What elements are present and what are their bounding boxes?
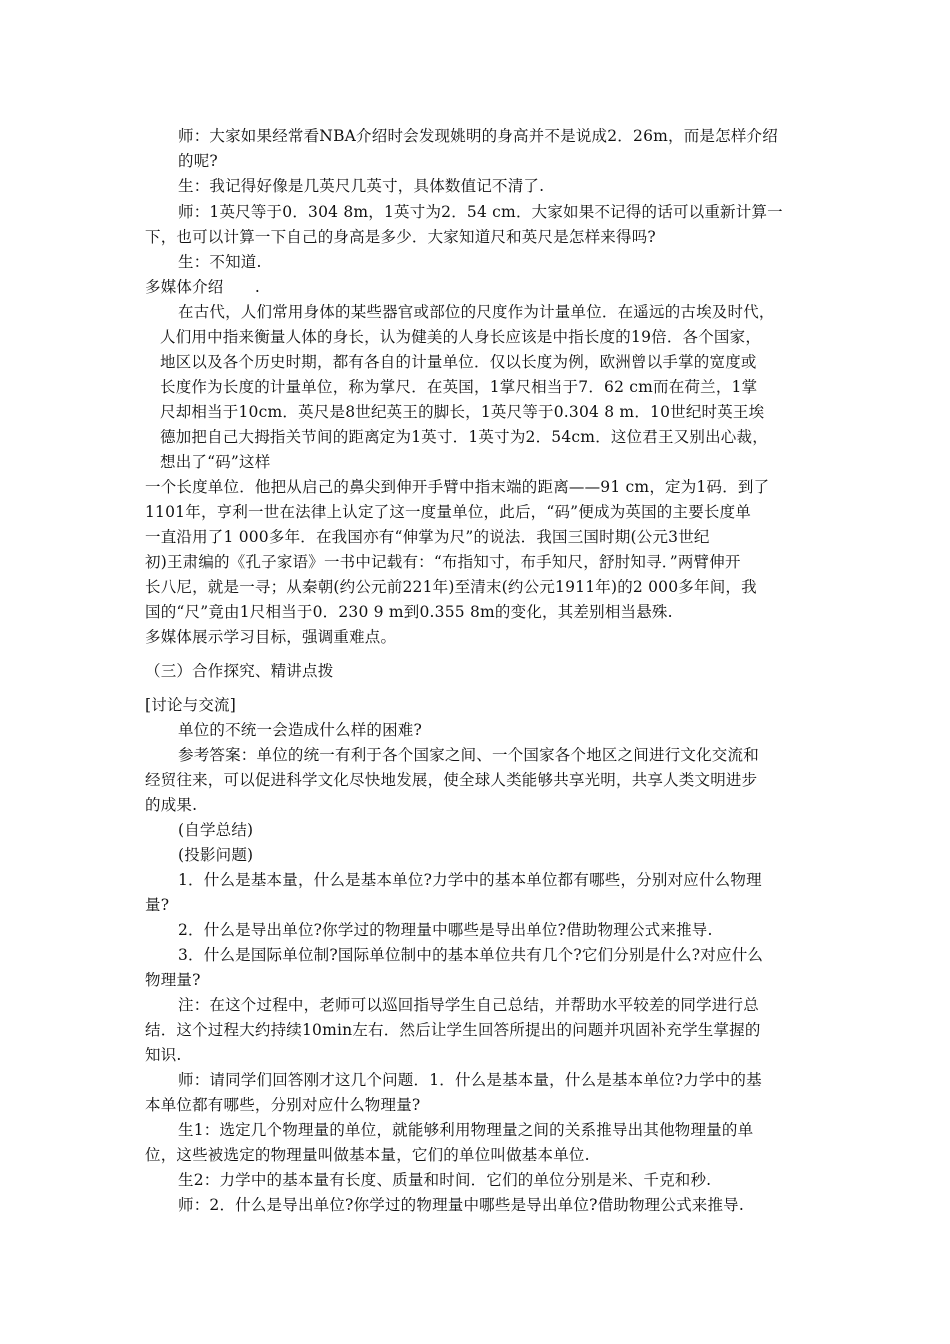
text-line: (自学总结)	[178, 821, 254, 839]
text-line: 师：1英尺等于0．304 8m，1英寸为2．54 cm．大家如果不记得的话可以重新计算一	[178, 203, 783, 221]
subsection-heading: [讨论与交流]	[145, 696, 236, 714]
text-line: 国的“尺”竟由1尺相当于0．230 9 m到0.355 8m的变化，其差别相当悬殊.	[145, 603, 673, 621]
text-line: 生2：力学中的基本量有长度、质量和时间．它们的单位分别是米、千克和秒.	[178, 1171, 712, 1189]
text-line: 德加把自己大拇指关节间的距离定为1英寸．1英寸为2．54cm．这位君王又别出心裁，	[160, 428, 768, 446]
text-line: 经贸往来，可以促进科学文化尽快地发展，使全球人类能够共享光明，共享人类文明进步	[145, 771, 758, 789]
text-line: 想出了“码”这样	[160, 453, 271, 471]
text-line: 长八尼，就是一寻；从秦朝(约公元前221年)至清末(约公元1911年)的2 000多年间，我	[145, 578, 757, 596]
section-heading: （三）合作探究、精讲点拨	[145, 662, 334, 680]
text-line: 量?	[145, 896, 170, 914]
text-line: 多媒体展示学习目标，强调重难点。	[145, 628, 397, 646]
text-line: 初)王肃编的《孔子家语》一书中记载有：“布指知寸，布手知尺，舒肘知寻．”两臂伸开	[145, 553, 741, 571]
text-line: 尺却相当于10cm．英尺是8世纪英王的脚长，1英尺等于0.304 8 m．10世纪时英王埃	[160, 403, 765, 421]
text-line: 注：在这个过程中，老师可以巡回指导学生自己总结，并帮助水平较差的同学进行总	[178, 996, 759, 1014]
text-line: 人们用中指来衡量人体的身长，认为健美的人身长应该是中指长度的19倍．各个国家，	[160, 328, 762, 346]
text-line: 长度作为长度的计量单位，称为掌尺．在英国，1掌尺相当于7．62 cm而在荷兰，1掌	[160, 378, 758, 396]
text-line: 地区以及各个历史时期，都有各自的计量单位．仅以长度为例，欧洲曾以手掌的宽度或	[160, 353, 757, 371]
text-line: 1101年，亨利一世在法律上认定了这一度量单位，此后，“码”便成为英国的主要长度单	[145, 503, 751, 521]
text-line: 下，也可以计算一下自己的身高是多少．大家知道尺和英尺是怎样来得吗?	[145, 228, 656, 246]
text-line: 物理量?	[145, 971, 201, 989]
text-line: 知识.	[145, 1046, 182, 1064]
text-line: 师：大家如果经常看NBA介绍时会发现姚明的身高并不是说成2．26m，而是怎样介绍	[178, 127, 778, 145]
text-line: 2．什么是导出单位?你学过的物理量中哪些是导出单位?借助物理公式来推导.	[178, 921, 713, 939]
text-line: 的呢?	[178, 152, 218, 170]
text-line: 1．什么是基本量，什么是基本单位?力学中的基本单位都有哪些，分别对应什么物理	[178, 871, 762, 889]
text-line: 多媒体介绍 .	[145, 278, 261, 296]
text-line: 位，这些被选定的物理量叫做基本量，它们的单位叫做基本单位.	[145, 1146, 590, 1164]
text-line: 的成果.	[145, 796, 198, 814]
text-line: 一个长度单位．他把从启己的鼻尖到伸开手臂中指末端的距离——91 cm，定为1码．到了	[145, 478, 770, 496]
text-line: 生：不知道.	[178, 253, 262, 271]
text-line: 生：我记得好像是几英尺几英寸，具体数值记不清了.	[178, 177, 545, 195]
text-line: 在古代，人们常用身体的某些器官或部位的尺度作为计量单位．在遥远的古埃及时代，	[178, 303, 775, 321]
text-line: 单位的不统一会造成什么样的困难?	[178, 721, 423, 739]
text-line: (投影问题)	[178, 846, 254, 864]
text-line: 3．什么是国际单位制?国际单位制中的基本单位共有几个?它们分别是什么?对应什么	[178, 946, 764, 964]
text-line: 本单位都有哪些，分别对应什么物理量?	[145, 1096, 421, 1114]
text-line: 一直沿用了1 000多年．在我国亦有“伸掌为尺”的说法．我国三国时期(公元3世纪	[145, 528, 710, 546]
text-line: 师：请同学们回答刚才这几个问题．1．什么是基本量，什么是基本单位?力学中的基	[178, 1071, 762, 1089]
text-line: 师：2．什么是导出单位?你学过的物理量中哪些是导出单位?借助物理公式来推导.	[178, 1196, 745, 1214]
text-line: 参考答案：单位的统一有利于各个国家之间、一个国家各个地区之间进行文化交流和	[178, 746, 759, 764]
text-line: 结．这个过程大约持续10min左右．然后让学生回答所提出的问题并巩固补充学生掌握的	[145, 1021, 761, 1039]
text-line: 生1：选定几个物理量的单位，就能够利用物理量之间的关系推导出其他物理量的单	[178, 1121, 754, 1139]
